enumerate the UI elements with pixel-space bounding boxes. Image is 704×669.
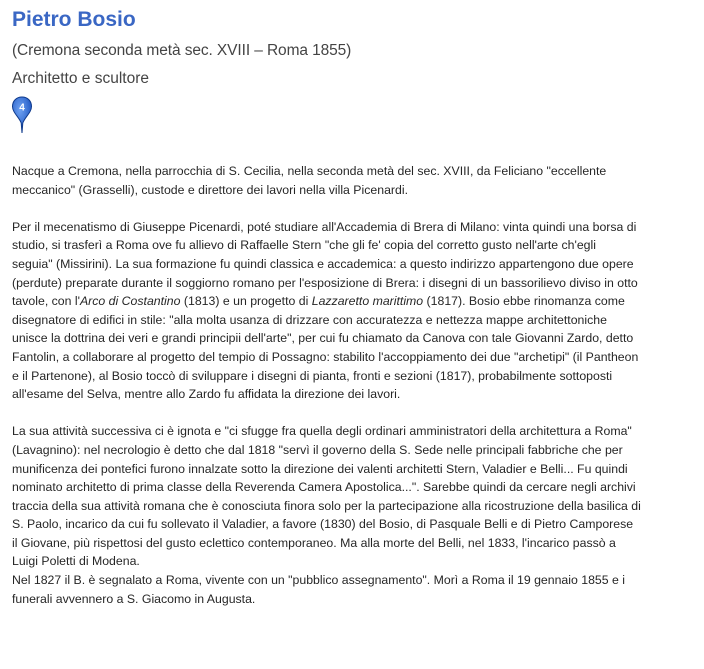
text-line: Fantolin, a collaborare al progetto del tempio di Possagno: stabilito l'accoppiamento dei due "archetipi" (il Pantheon <box>12 349 639 364</box>
text-line: il Giovane, più rispettosi del gusto eclettico contemporaneo. Ma alla morte del Belli, nel 1833, l'incarico passò a <box>12 535 616 550</box>
text-line: Luigi Poletti di Modena. <box>12 554 140 569</box>
text-fragment: tavole, con l' <box>12 294 80 309</box>
text-line: Nacque a Cremona, nella parrocchia di S. Cecilia, nella seconda metà del sec. XVIII, da Feliciano "eccellente <box>12 164 607 178</box>
map-pin-icon[interactable] <box>11 96 33 134</box>
page-title: Pietro Bosio <box>12 8 136 31</box>
map-pin-label: 4 <box>19 102 25 114</box>
text-fragment: (1817). Bosio ebbe rinomanza come <box>423 294 625 309</box>
text-line: S. Paolo, incarico da cui fu sollevato il Valadier, a favore (1830) del Bosio, di Pasquale Belli e di Pietro Camporese <box>12 517 634 532</box>
text-line: disegnatore di edifici in stile: "alla molta usanza di drizzare con accuratezza e nettezza mappe architettoniche <box>12 312 607 327</box>
text-line <box>12 292 698 311</box>
text-line: munificenza dei pontefici furono innalzate sotto la direzione dei valenti architetti Stern, Valadier e Belli... Fu quindi <box>12 461 628 476</box>
text-line: (perdute) preparate durante il soggiorno romano per l'esposizione di Brera: i disegni di un bassorilievo diviso in otto <box>12 275 638 290</box>
text-line: studio, si trasferì a Roma ove fu allievo di Raffaelle Stern "che gli fe' copia del corretto gusto nell'arte ch'egli <box>12 238 596 253</box>
text-line: Per il mecenatismo di Giuseppe Picenardi, poté studiare all'Accademia di Brera di Milano: vinta quindi una borsa di <box>12 219 637 234</box>
text-line: La sua attività successiva ci è ignota e "ci sfugge fra quella degli ordinari amministratori della architettura a Roma" <box>12 424 632 439</box>
artwork-title: Lazzaretto marittimo <box>311 294 424 309</box>
text-line: funerali avvennero a S. Giacomo in Augusta. <box>12 591 256 606</box>
text-line: traccia della sua attività romana che è conosciuta finora solo per la partecipazione alla ricostruzione della basilica di <box>12 498 641 513</box>
text-line: meccanico" (Grasselli), custode e direttore dei lavori nella villa Picenardi. <box>12 182 408 197</box>
paragraph-birth <box>12 162 698 199</box>
text-line: e il Partenone), al Bosio toccò di sviluppare i disegni di pianta, fronti e sezioni (1817), probabilmente sottoposti <box>12 368 613 383</box>
biography-text <box>12 162 698 608</box>
profession: Architetto e scultore <box>12 70 149 87</box>
text-line: nominato architetto di prima classe della Reverenda Camera Apostolica...". Sarebbe quindi da cercare negli archivi <box>12 480 636 495</box>
text-line: (Lavagnino): nel necrologio è detto che dal 1818 "servì il governo della S. Sede nelle principali fabbriche che per <box>12 442 623 457</box>
text-line: seguia" (Missirini). La sua formazione fu quindi classica e accademica: a questo indirizzo appartengono due opere <box>12 256 634 271</box>
text-line: all'esame del Selva, mentre allo Zardo fu affidata la direzione dei lavori. <box>12 387 401 402</box>
paragraph-career <box>12 422 698 608</box>
text-line: unisce la dottrina dei veri e grandi principii dell'arte", per cui fu chiamato da Canova con tale Giovanni Zardo, detto <box>12 331 634 346</box>
artwork-title: Arco di Costantino <box>79 294 181 309</box>
life-dates: (Cremona seconda metà sec. XVIII – Roma 1855) <box>12 42 352 59</box>
text-line: Nel 1827 il B. è segnalato a Roma, vivente con un "pubblico assegnamento". Morì a Roma il 19 gennaio 1855 e i <box>12 573 626 588</box>
paragraph-training <box>12 218 698 404</box>
text-fragment: (1813) e un progetto di <box>180 294 312 309</box>
